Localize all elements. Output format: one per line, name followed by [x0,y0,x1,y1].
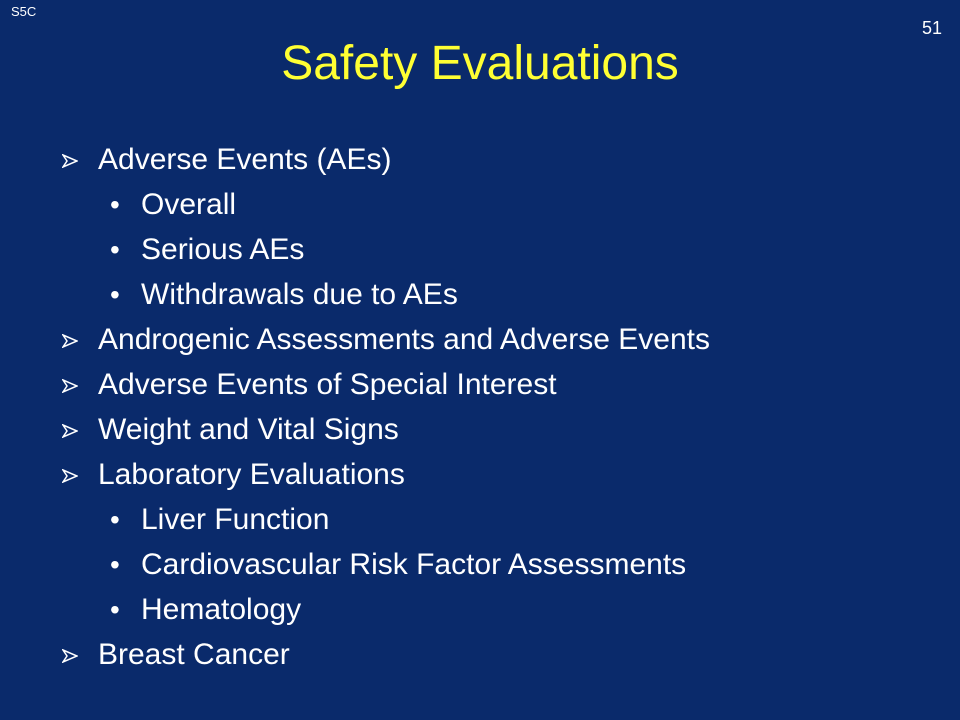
dot-bullet-icon: • [110,234,120,265]
bullet-item [60,317,940,362]
slide-title: Safety Evaluations [281,37,679,90]
bullet-item [60,407,940,452]
bullet-text: Adverse Events (AEs) [98,143,392,176]
sub-bullet-text: Overall [141,188,237,221]
arrowhead-bullet-icon [60,362,84,407]
bullet-text: Weight and Vital Signs [98,413,399,446]
sub-bullet-item [60,272,940,317]
arrowhead-bullet-icon [60,452,84,497]
bullet-item [60,632,940,677]
sub-bullet-text: Withdrawals due to AEs [141,278,458,311]
arrowhead-bullet-icon [60,407,84,452]
sub-bullet-item [60,497,940,542]
arrowhead-bullet-icon [60,632,84,677]
bullet-item [60,137,940,182]
corner-label: S5C [11,4,37,19]
sub-bullet-item [60,587,940,632]
dot-bullet-icon: • [110,504,120,535]
bullet-item [60,362,940,407]
sub-bullet-text: Hematology [141,593,302,626]
bullet-text: Androgenic Assessments and Adverse Events [98,323,711,356]
dot-bullet-icon: • [110,594,120,625]
bullet-text: Breast Cancer [98,638,290,671]
slide-number: 51 [921,18,942,38]
bullet-text: Laboratory Evaluations [98,458,405,491]
sub-bullet-text: Liver Function [141,503,330,536]
dot-bullet-icon: • [110,549,120,580]
sub-bullet-text: Cardiovascular Risk Factor Assessments [141,548,687,581]
dot-bullet-icon: • [110,189,120,220]
arrowhead-bullet-icon [60,137,84,182]
bullet-item [60,452,940,497]
sub-bullet-item [60,542,940,587]
bullet-text: Adverse Events of Special Interest [98,368,557,401]
sub-bullet-item [60,182,940,227]
sub-bullet-item [60,227,940,272]
dot-bullet-icon: • [110,279,120,310]
bullet-list [60,137,940,677]
sub-bullet-text: Serious AEs [141,233,305,266]
arrowhead-bullet-icon [60,317,84,362]
